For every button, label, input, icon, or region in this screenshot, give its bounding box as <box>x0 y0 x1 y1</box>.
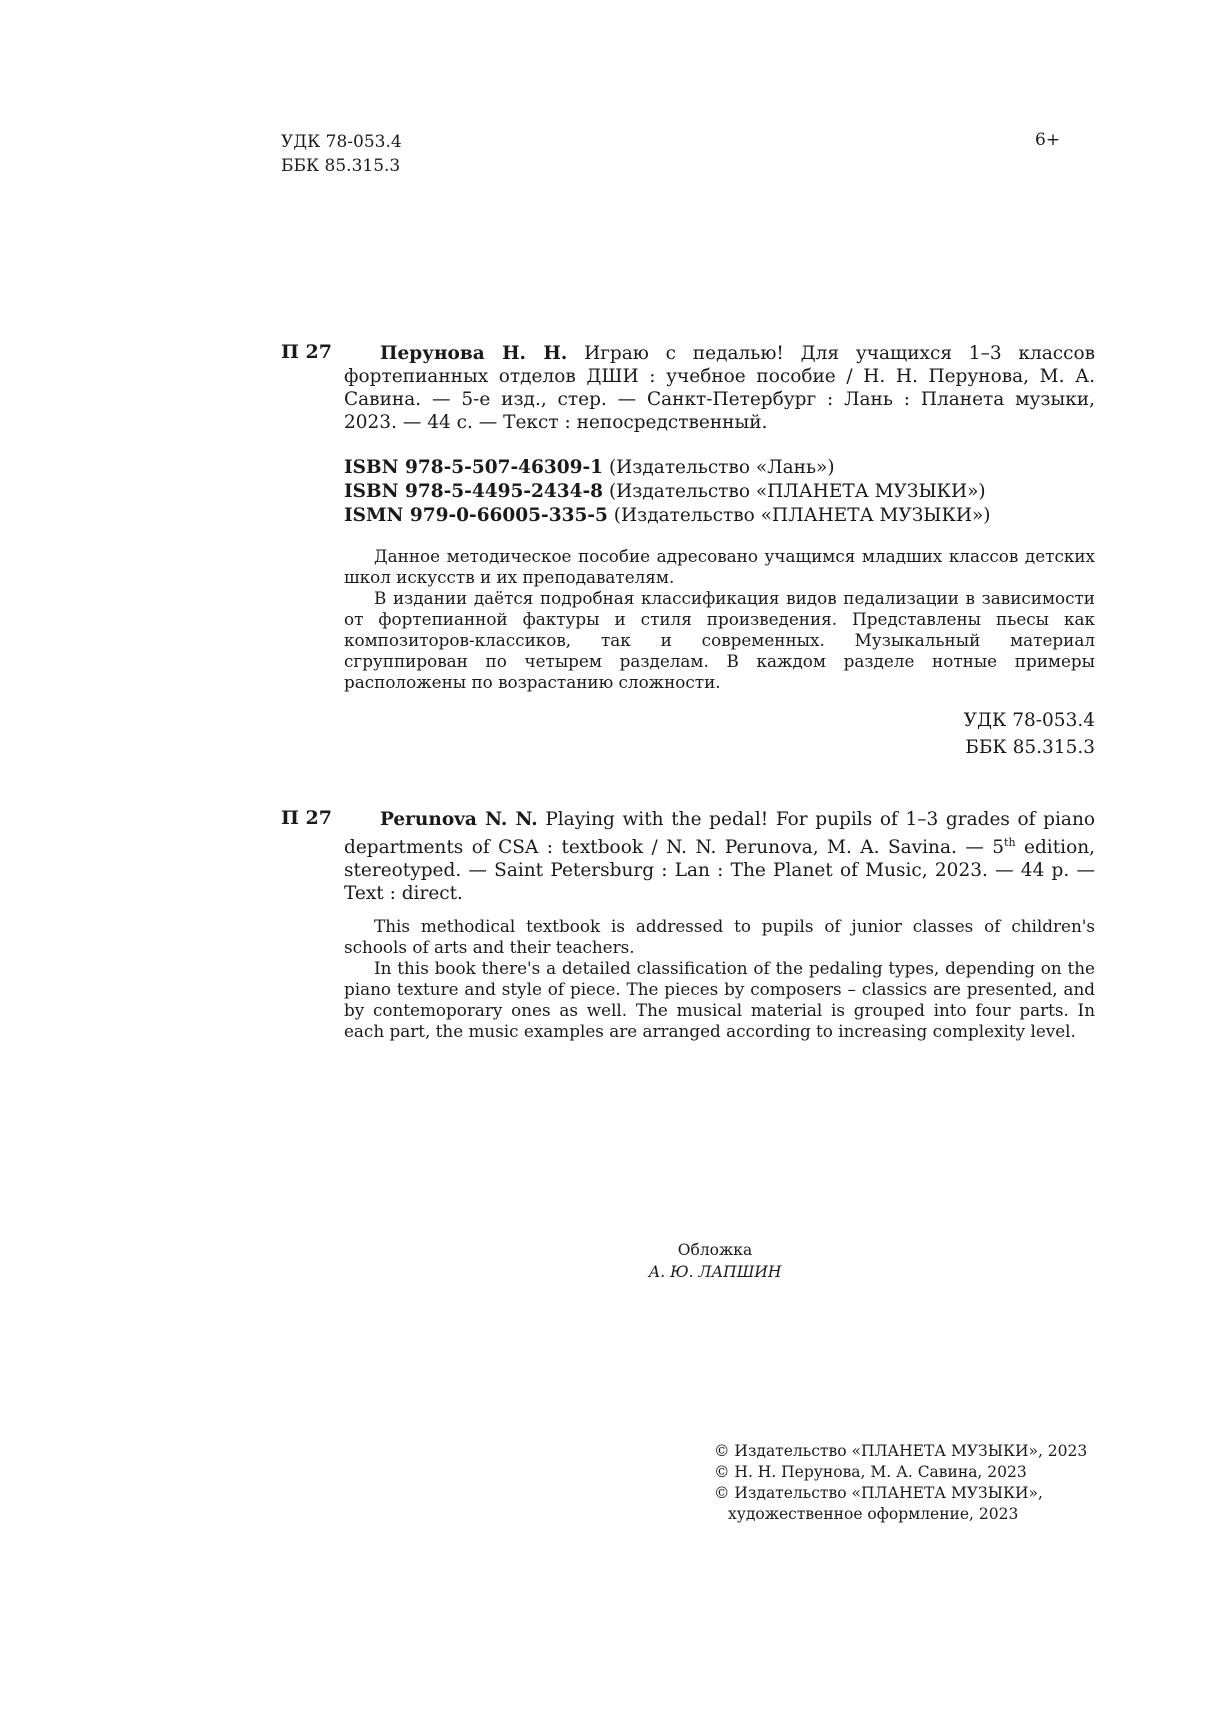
ru-entry-bbk: ББК 85.315.3 <box>965 737 1095 758</box>
ru-entry-code: П 27 <box>281 341 332 363</box>
ru-entry-udk: УДК 78-053.4 <box>963 710 1095 731</box>
ru-entry-classification <box>900 707 1095 761</box>
copyright-block <box>714 1441 1094 1525</box>
cover-credit <box>540 1239 890 1283</box>
ru-annotation-paragraph: Данное методическое пособие адресовано учащимся младших классов детских школ искусств и их преподавателям. <box>344 546 1095 587</box>
header-udk: УДК 78-053.4 <box>281 132 402 152</box>
en-annotation-paragraph: In this book there's a detailed classification of the pedaling types, depending on the piano texture and style of piece. The pieces by composers – classics are presented, and by contemoporary ones as well. The musical material is grouped into four parts. In each part, the music examples are arranged according to increasing complexity level. <box>344 958 1095 1041</box>
isbn-line: ISBN 978-5-4495-2434-8 (Издательство «ПЛАНЕТА МУЗЫКИ») <box>344 481 986 502</box>
copyright-line: © Издательство «ПЛАНЕТА МУЗЫКИ», 2023 <box>714 1442 1088 1460</box>
header-bbk: ББК 85.315.3 <box>281 156 401 176</box>
ru-annotation <box>344 546 1095 693</box>
age-rating: 6+ <box>1035 130 1061 150</box>
cover-label: Обложка <box>677 1241 753 1259</box>
ru-entry-author: Перунова Н. Н. <box>380 343 568 364</box>
en-entry-author: Perunova N. N. <box>380 809 538 830</box>
isbn-list <box>344 456 991 528</box>
en-entry-superscript: th <box>1004 836 1016 849</box>
en-annotation <box>344 916 1095 1042</box>
en-entry-description <box>344 808 1095 905</box>
ru-entry-description <box>344 342 1095 434</box>
en-annotation-paragraph: This methodical textbook is addressed to pupils of junior classes of children's schools of arts and their teachers. <box>344 916 1095 957</box>
ru-entry-text: Играю с педалью! Для учащихся 1–3 классов фортепианных отделов ДШИ : учебное пособие / Н. Н. Перунова, М. А. Савина. — 5-е изд., стер. — Санкт-Петербург : Лань : Планета музыки, 2023. — 44 с. — Текст : непосредственный. <box>344 343 1095 433</box>
en-entry-code: П 27 <box>281 807 332 829</box>
en-entry-text-continued: edition, stereotyped. — Saint Petersburg : Lan : The Planet of Music, 2023. — 44 p. — Text : direct. <box>344 837 1096 905</box>
header-classification <box>281 130 402 178</box>
ismn-line: ISMN 979-0-66005-335-5 (Издательство «ПЛАНЕТА МУЗЫКИ») <box>344 505 991 526</box>
copyright-line: © Издательство «ПЛАНЕТА МУЗЫКИ», художественное оформление, 2023 <box>714 1484 1043 1523</box>
isbn-line: ISBN 978-5-507-46309-1 (Издательство «Лань») <box>344 457 835 478</box>
ru-annotation-paragraph: В издании даётся подробная классификация видов педализации в зависимости от фортепианной фактуры и стиля произведения. Представлены пьесы как композиторов-классиков, так и современных. Музыкальный материал сгруппирован по четырем разделам. В каждом разделе нотные примеры расположены по возрастанию сложности. <box>344 588 1095 692</box>
copyright-line: © Н. Н. Перунова, М. А. Савина, 2023 <box>714 1463 1027 1481</box>
cover-designer: А. Ю. ЛАПШИН <box>648 1263 782 1281</box>
en-entry-text: Playing with the pedal! For pupils of 1–3 grades of piano departments of CSA : textbook / N. N. Perunova, M. A. Savina. — 5 <box>344 809 1096 859</box>
